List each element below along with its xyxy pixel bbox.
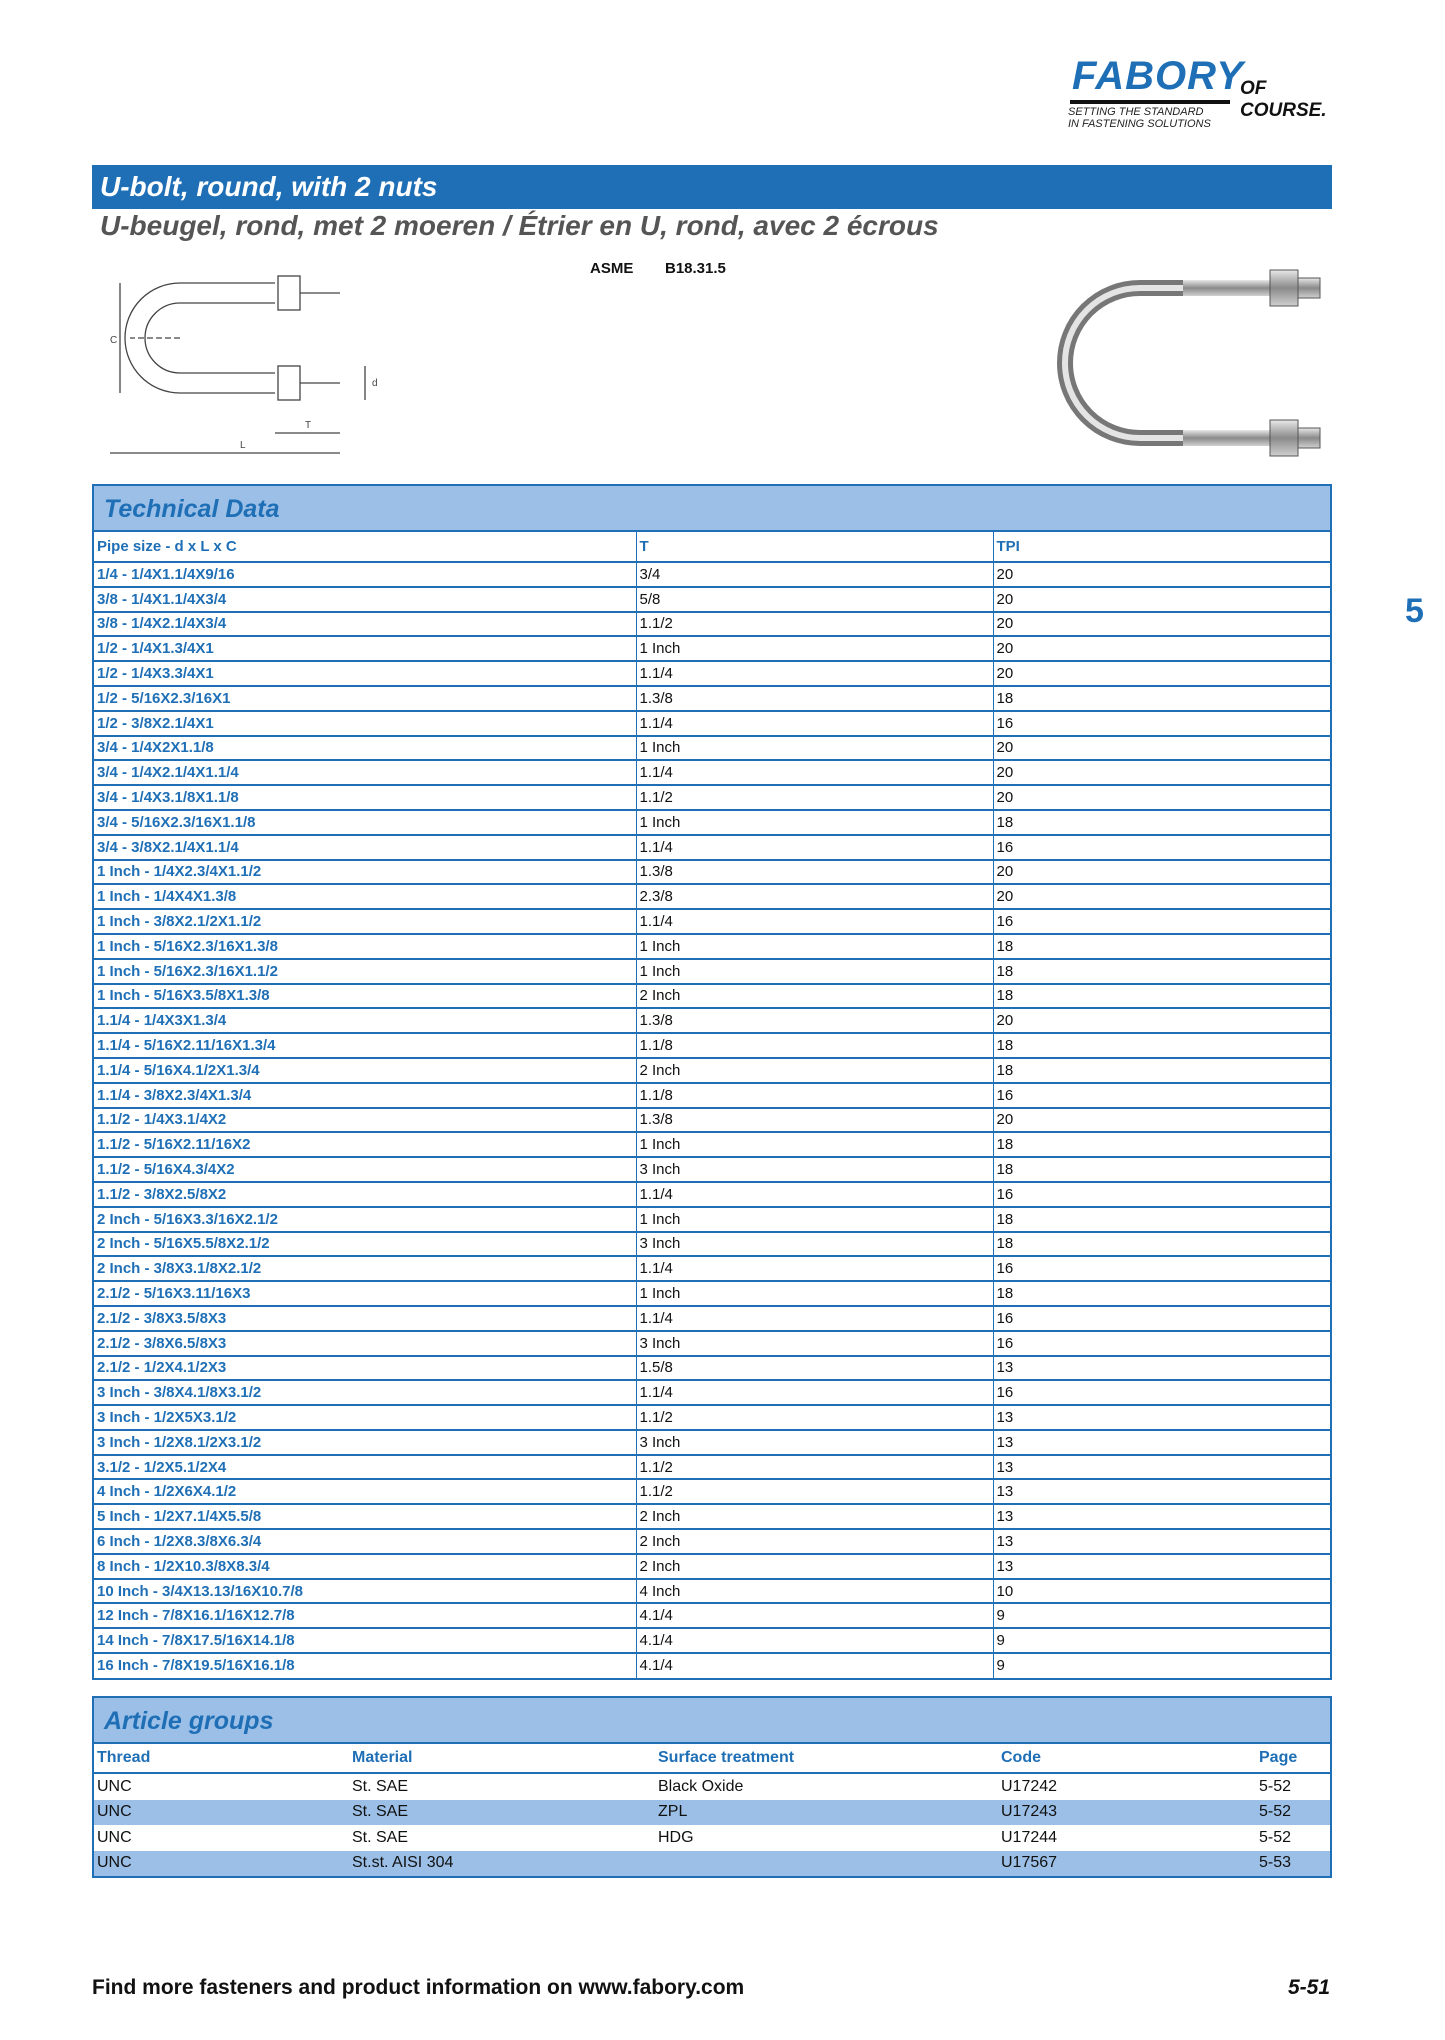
table-row bbox=[94, 636, 1330, 661]
col-material: Material bbox=[349, 1744, 655, 1773]
table-row bbox=[94, 1232, 1330, 1257]
cell-pipe-size: 3/4 - 1/4X2.1/4X1.1/4 bbox=[94, 760, 636, 785]
cell-t: 2 Inch bbox=[636, 1529, 993, 1554]
cell-material: St. SAE bbox=[349, 1800, 655, 1826]
cell-surface-treatment: ZPL bbox=[655, 1800, 998, 1826]
cell-tpi: 16 bbox=[993, 1256, 1330, 1281]
cell-pipe-size: 1 Inch - 1/4X2.3/4X1.1/2 bbox=[94, 860, 636, 885]
cell-tpi: 13 bbox=[993, 1356, 1330, 1381]
tagline-line2: IN FASTENING SOLUTIONS bbox=[1068, 118, 1211, 130]
table-row bbox=[94, 1256, 1330, 1281]
cell-pipe-size: 14 Inch - 7/8X17.5/16X14.1/8 bbox=[94, 1628, 636, 1653]
logo-underline bbox=[1070, 100, 1230, 104]
cell-t: 1.1/4 bbox=[636, 661, 993, 686]
cell-tpi: 20 bbox=[993, 612, 1330, 637]
cell-tpi: 16 bbox=[993, 835, 1330, 860]
label-d: d bbox=[372, 378, 378, 389]
u-bolt-photo bbox=[1055, 258, 1335, 468]
cell-tpi: 18 bbox=[993, 1058, 1330, 1083]
cell-t: 4.1/4 bbox=[636, 1603, 993, 1628]
cell-material: St. SAE bbox=[352, 1828, 409, 1846]
article-groups-heading: Article groups bbox=[94, 1698, 1330, 1744]
cell-pipe-size: 5 Inch - 1/2X7.1/4X5.5/8 bbox=[94, 1504, 636, 1529]
table-row bbox=[94, 909, 1330, 934]
cell-tpi: 16 bbox=[993, 1306, 1330, 1331]
table-row bbox=[94, 1157, 1330, 1182]
cell-pipe-size: 3/8 - 1/4X2.1/4X3/4 bbox=[94, 612, 636, 637]
cell-tpi: 20 bbox=[993, 884, 1330, 909]
technical-data-heading: Technical Data bbox=[94, 486, 1330, 532]
cell-tpi: 16 bbox=[993, 711, 1330, 736]
cell-thread: UNC bbox=[94, 1800, 349, 1826]
cell-thread: UNC bbox=[94, 1851, 349, 1877]
cell-pipe-size: 10 Inch - 3/4X13.13/16X10.7/8 bbox=[94, 1579, 636, 1604]
cell-pipe-size: 3 Inch - 3/8X4.1/8X3.1/2 bbox=[94, 1380, 636, 1405]
table-row bbox=[94, 1504, 1330, 1529]
col-pipe-size: Pipe size - d x L x C bbox=[94, 532, 636, 562]
table-row bbox=[94, 1033, 1330, 1058]
cell-tpi: 18 bbox=[993, 686, 1330, 711]
article-groups-table bbox=[94, 1744, 1330, 1876]
col-page: Page bbox=[1256, 1744, 1330, 1773]
fabory-logo bbox=[1062, 54, 1352, 134]
cell-pipe-size: 3/4 - 3/8X2.1/4X1.1/4 bbox=[94, 835, 636, 860]
cell-tpi: 20 bbox=[993, 860, 1330, 885]
cell-tpi: 13 bbox=[993, 1504, 1330, 1529]
logo-brand: FABORY bbox=[1072, 54, 1244, 98]
cell-pipe-size: 2 Inch - 5/16X3.3/16X2.1/2 bbox=[94, 1207, 636, 1232]
label-l: L bbox=[240, 440, 246, 451]
cell-tpi: 16 bbox=[993, 1083, 1330, 1108]
cell-tpi: 18 bbox=[993, 934, 1330, 959]
cell-pipe-size: 1.1/4 - 3/8X2.3/4X1.3/4 bbox=[94, 1083, 636, 1108]
cell-pipe-size: 1.1/2 - 1/4X3.1/4X2 bbox=[94, 1108, 636, 1133]
cell-tpi: 18 bbox=[993, 1033, 1330, 1058]
cell-pipe-size: 2.1/2 - 5/16X3.11/16X3 bbox=[94, 1281, 636, 1306]
cell-pipe-size: 1.1/4 - 5/16X2.11/16X1.3/4 bbox=[94, 1033, 636, 1058]
cell-tpi: 20 bbox=[993, 760, 1330, 785]
cell-t: 1.3/8 bbox=[636, 686, 993, 711]
cell-tpi: 18 bbox=[993, 959, 1330, 984]
cell-code: U17244 bbox=[1001, 1828, 1058, 1846]
cell-material: St. SAE bbox=[352, 1777, 409, 1795]
cell-pipe-size: 3.1/2 - 1/2X5.1/2X4 bbox=[94, 1455, 636, 1480]
cell-tpi: 18 bbox=[993, 1232, 1330, 1257]
cell-t: 1 Inch bbox=[636, 1132, 993, 1157]
cell-t: 3/4 bbox=[636, 562, 993, 587]
cell-tpi: 13 bbox=[993, 1479, 1330, 1504]
table-row bbox=[94, 1479, 1330, 1504]
cell-tpi: 20 bbox=[993, 636, 1330, 661]
cell-pipe-size: 1/2 - 5/16X2.3/16X1 bbox=[94, 686, 636, 711]
cell-t: 1.1/4 bbox=[636, 1256, 993, 1281]
cell-tpi: 13 bbox=[993, 1529, 1330, 1554]
table-row bbox=[94, 1773, 1330, 1800]
cell-tpi: 20 bbox=[993, 1008, 1330, 1033]
table-row bbox=[94, 1851, 1330, 1877]
table-row bbox=[94, 984, 1330, 1009]
cell-tpi: 20 bbox=[993, 661, 1330, 686]
cell-pipe-size: 3 Inch - 1/2X8.1/2X3.1/2 bbox=[94, 1430, 636, 1455]
page-number: 5-51 bbox=[1288, 1976, 1331, 1999]
cell-t: 2 Inch bbox=[636, 1554, 993, 1579]
cell-tpi: 16 bbox=[993, 1182, 1330, 1207]
table-row bbox=[94, 736, 1330, 761]
cell-pipe-size: 1.1/2 - 5/16X2.11/16X2 bbox=[94, 1132, 636, 1157]
cell-pipe-size: 2.1/2 - 3/8X3.5/8X3 bbox=[94, 1306, 636, 1331]
cell-pipe-size: 12 Inch - 7/8X16.1/16X12.7/8 bbox=[94, 1603, 636, 1628]
table-row bbox=[94, 860, 1330, 885]
footer-text: Find more fasteners and product information on www.fabory.com bbox=[92, 1976, 745, 1999]
standard-name: ASME bbox=[590, 260, 634, 277]
table-row bbox=[94, 1455, 1330, 1480]
table-row bbox=[94, 1132, 1330, 1157]
table-row bbox=[94, 785, 1330, 810]
cell-t: 3 Inch bbox=[636, 1430, 993, 1455]
cell-t: 4.1/4 bbox=[636, 1628, 993, 1653]
cell-t: 1 Inch bbox=[636, 1207, 993, 1232]
cell-t: 2 Inch bbox=[636, 1504, 993, 1529]
cell-t: 1.1/4 bbox=[636, 1306, 993, 1331]
cell-thread: UNC bbox=[97, 1777, 132, 1795]
cell-t: 1 Inch bbox=[636, 636, 993, 661]
label-t: T bbox=[305, 420, 312, 431]
table-row bbox=[94, 711, 1330, 736]
table-row bbox=[94, 959, 1330, 984]
table-row bbox=[94, 1083, 1330, 1108]
cell-tpi: 18 bbox=[993, 1132, 1330, 1157]
cell-t: 1.3/8 bbox=[636, 860, 993, 885]
table-row bbox=[94, 1405, 1330, 1430]
table-row bbox=[94, 810, 1330, 835]
table-row bbox=[94, 1108, 1330, 1133]
cell-t: 4.1/4 bbox=[636, 1653, 993, 1678]
table-row bbox=[94, 1207, 1330, 1232]
cell-pipe-size: 1.1/2 - 5/16X4.3/4X2 bbox=[94, 1157, 636, 1182]
cell-t: 1 Inch bbox=[636, 1281, 993, 1306]
cell-surface-treatment bbox=[655, 1851, 998, 1877]
cell-tpi: 9 bbox=[993, 1628, 1330, 1653]
cell-surface-treatment: Black Oxide bbox=[658, 1777, 744, 1795]
cell-pipe-size: 2.1/2 - 3/8X6.5/8X3 bbox=[94, 1331, 636, 1356]
cell-pipe-size: 1/2 - 1/4X3.3/4X1 bbox=[94, 661, 636, 686]
cell-t: 1.3/8 bbox=[636, 1108, 993, 1133]
cell-pipe-size: 16 Inch - 7/8X19.5/16X16.1/8 bbox=[97, 1657, 295, 1675]
table-row bbox=[94, 1579, 1330, 1604]
cell-t: 3 Inch bbox=[636, 1331, 993, 1356]
cell-pipe-size: 2 Inch - 5/16X5.5/8X2.1/2 bbox=[94, 1232, 636, 1257]
table-row bbox=[94, 1430, 1330, 1455]
cell-pipe-size: 1 Inch - 5/16X2.3/16X1.3/8 bbox=[94, 934, 636, 959]
cell-pipe-size: 8 Inch - 1/2X10.3/8X8.3/4 bbox=[94, 1554, 636, 1579]
cell-pipe-size: 3 Inch - 1/2X5X3.1/2 bbox=[94, 1405, 636, 1430]
cell-pipe-size: 1 Inch - 5/16X2.3/16X1.1/2 bbox=[94, 959, 636, 984]
cell-t: 1.1/4 bbox=[636, 760, 993, 785]
cell-code: U17243 bbox=[998, 1800, 1256, 1826]
cell-code: U17242 bbox=[1001, 1777, 1058, 1795]
cell-t: 1.1/2 bbox=[636, 1405, 993, 1430]
cell-t: 1 Inch bbox=[636, 959, 993, 984]
cell-pipe-size: 2.1/2 - 1/2X4.1/2X3 bbox=[94, 1356, 636, 1381]
table-row bbox=[94, 1306, 1330, 1331]
logo-tagline bbox=[1068, 106, 1211, 130]
cell-t: 1.1/4 bbox=[636, 909, 993, 934]
cell-pipe-size: 3/4 - 1/4X3.1/8X1.1/8 bbox=[94, 785, 636, 810]
cell-thread: UNC bbox=[97, 1828, 132, 1846]
cell-t: 1.3/8 bbox=[636, 1008, 993, 1033]
table-row bbox=[94, 1653, 1330, 1678]
table-row bbox=[94, 1380, 1330, 1405]
cell-pipe-size: 1/4 - 1/4X1.1/4X9/16 bbox=[94, 562, 636, 587]
cell-tpi: 20 bbox=[993, 736, 1330, 761]
table-row bbox=[94, 1182, 1330, 1207]
article-groups-section bbox=[92, 1696, 1332, 1878]
cell-t: 1.1/8 bbox=[636, 1083, 993, 1108]
table-row bbox=[94, 1356, 1330, 1381]
table-row bbox=[94, 1331, 1330, 1356]
cell-tpi: 13 bbox=[993, 1554, 1330, 1579]
cell-pipe-size: 1.1/4 - 1/4X3X1.3/4 bbox=[94, 1008, 636, 1033]
cell-tpi: 20 bbox=[993, 562, 1330, 587]
cell-tpi: 9 bbox=[993, 1603, 1330, 1628]
table-row bbox=[94, 1058, 1330, 1083]
cell-tpi: 18 bbox=[993, 810, 1330, 835]
cell-t: 3 Inch bbox=[636, 1157, 993, 1182]
table-row bbox=[94, 1554, 1330, 1579]
cell-t: 1.5/8 bbox=[636, 1356, 993, 1381]
cell-pipe-size: 1.1/2 - 3/8X2.5/8X2 bbox=[94, 1182, 636, 1207]
table-row bbox=[94, 612, 1330, 637]
cell-t: 3 Inch bbox=[636, 1232, 993, 1257]
product-subtitle: U-beugel, rond, met 2 moeren / Étrier en U, rond, avec 2 écrous bbox=[100, 210, 939, 241]
table-row bbox=[94, 1281, 1330, 1306]
cell-pipe-size: 3/8 - 1/4X1.1/4X3/4 bbox=[94, 587, 636, 612]
product-title: U-bolt, round, with 2 nuts bbox=[92, 165, 1332, 209]
cell-t: 2.3/8 bbox=[636, 884, 993, 909]
cell-pipe-size: 3/4 - 5/16X2.3/16X1.1/8 bbox=[94, 810, 636, 835]
cell-tpi: 10 bbox=[993, 1579, 1330, 1604]
cell-page: 5-52 bbox=[1256, 1800, 1330, 1826]
table-header-row bbox=[94, 532, 1330, 562]
cell-tpi: 13 bbox=[993, 1455, 1330, 1480]
cell-t: 2 Inch bbox=[636, 1058, 993, 1083]
u-bolt-technical-drawing bbox=[100, 268, 400, 468]
cell-tpi: 16 bbox=[993, 1331, 1330, 1356]
col-tpi: TPI bbox=[993, 532, 1330, 562]
table-row bbox=[94, 835, 1330, 860]
cell-t: 1 Inch bbox=[636, 934, 993, 959]
cell-tpi: 20 bbox=[993, 587, 1330, 612]
cell-pipe-size: 6 Inch - 1/2X8.3/8X6.3/4 bbox=[94, 1529, 636, 1554]
cell-t: 1.1/2 bbox=[636, 785, 993, 810]
cell-t: 1.1/8 bbox=[636, 1033, 993, 1058]
tagline-line1: SETTING THE STANDARD bbox=[1068, 106, 1204, 118]
cell-t: 4 Inch bbox=[636, 1579, 993, 1604]
cell-tpi: 18 bbox=[993, 1157, 1330, 1182]
col-code: Code bbox=[998, 1744, 1256, 1773]
cell-t: 1.1/4 bbox=[636, 1380, 993, 1405]
cell-tpi: 18 bbox=[993, 1207, 1330, 1232]
cell-pipe-size: 1 Inch - 3/8X2.1/2X1.1/2 bbox=[94, 909, 636, 934]
cell-pipe-size: 1.1/4 - 5/16X4.1/2X1.3/4 bbox=[94, 1058, 636, 1083]
cell-pipe-size: 1 Inch - 5/16X3.5/8X1.3/8 bbox=[94, 984, 636, 1009]
technical-data-table bbox=[94, 532, 1330, 1678]
cell-tpi: 13 bbox=[993, 1430, 1330, 1455]
technical-data-section bbox=[92, 484, 1332, 1680]
cell-material: St.st. AISI 304 bbox=[349, 1851, 655, 1877]
cell-t: 2 Inch bbox=[636, 984, 993, 1009]
label-c: C bbox=[110, 335, 118, 346]
cell-tpi: 18 bbox=[993, 1281, 1330, 1306]
cell-t: 1.1/2 bbox=[636, 1455, 993, 1480]
table-row bbox=[94, 1800, 1330, 1826]
cell-pipe-size: 2 Inch - 3/8X3.1/8X2.1/2 bbox=[94, 1256, 636, 1281]
cell-t: 1.1/4 bbox=[636, 835, 993, 860]
table-row bbox=[94, 934, 1330, 959]
cell-tpi: 16 bbox=[993, 909, 1330, 934]
table-row bbox=[94, 1008, 1330, 1033]
cell-tpi: 20 bbox=[993, 1108, 1330, 1133]
table-row bbox=[94, 760, 1330, 785]
cell-pipe-size: 1 Inch - 1/4X4X1.3/8 bbox=[94, 884, 636, 909]
cell-t: 1.1/2 bbox=[636, 612, 993, 637]
table-row bbox=[94, 562, 1330, 587]
cell-pipe-size: 3/4 - 1/4X2X1.1/8 bbox=[94, 736, 636, 761]
col-t: T bbox=[636, 532, 993, 562]
cell-pipe-size: 1/2 - 3/8X2.1/4X1 bbox=[94, 711, 636, 736]
cell-tpi: 13 bbox=[993, 1405, 1330, 1430]
standard-code: B18.31.5 bbox=[665, 260, 726, 277]
table-row bbox=[94, 587, 1330, 612]
cell-tpi: 9 bbox=[993, 1653, 1330, 1678]
table-row bbox=[94, 686, 1330, 711]
cell-tpi: 16 bbox=[993, 1380, 1330, 1405]
table-row bbox=[94, 661, 1330, 686]
table-row bbox=[94, 1628, 1330, 1653]
cell-code: U17567 bbox=[998, 1851, 1256, 1877]
cell-t: 1.1/4 bbox=[636, 1182, 993, 1207]
cell-pipe-size: 4 Inch - 1/2X6X4.1/2 bbox=[94, 1479, 636, 1504]
cell-pipe-size: 1/2 - 1/4X1.3/4X1 bbox=[94, 636, 636, 661]
cell-page: 5-52 bbox=[1259, 1777, 1292, 1795]
cell-t: 1.1/4 bbox=[636, 711, 993, 736]
cell-tpi: 18 bbox=[993, 984, 1330, 1009]
cell-t: 1 Inch bbox=[636, 810, 993, 835]
cell-page: 5-52 bbox=[1259, 1828, 1292, 1846]
cell-t: 5/8 bbox=[636, 587, 993, 612]
chapter-tab-number: 5 bbox=[1405, 592, 1424, 630]
table-row bbox=[94, 1529, 1330, 1554]
cell-page: 5-53 bbox=[1256, 1851, 1330, 1877]
cell-tpi: 20 bbox=[993, 785, 1330, 810]
col-surface-treatment: Surface treatment bbox=[655, 1744, 998, 1773]
table-row bbox=[94, 1603, 1330, 1628]
cell-surface-treatment: HDG bbox=[658, 1828, 694, 1846]
col-thread: Thread bbox=[94, 1744, 349, 1773]
cell-t: 1 Inch bbox=[636, 736, 993, 761]
table-row bbox=[94, 1825, 1330, 1851]
cell-t: 1.1/2 bbox=[636, 1479, 993, 1504]
table-header-row bbox=[94, 1744, 1330, 1773]
table-row bbox=[94, 884, 1330, 909]
logo-slogan: OF COURSE. bbox=[1240, 78, 1327, 121]
